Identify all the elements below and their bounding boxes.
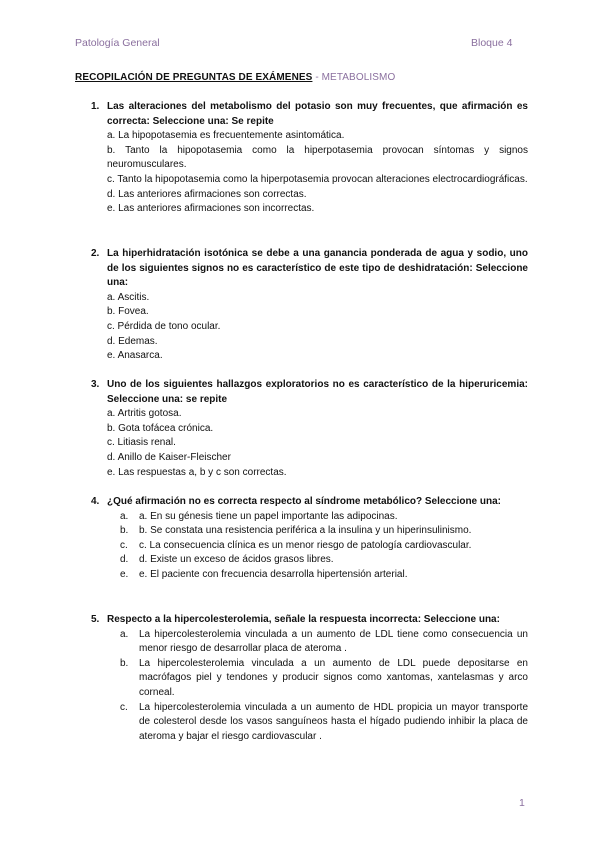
question-number: 3.	[91, 379, 100, 390]
option-letter: c.	[120, 701, 128, 713]
question-2	[91, 247, 528, 364]
option-a	[120, 510, 528, 525]
option-a: a. La hipopotasemia es frecuentemente asintomática.	[107, 130, 345, 142]
question-text: Las alteraciones del metabolismo del potasio son muy frecuentes, que afirmación es correcta: Seleccione una: Se repite	[107, 101, 528, 127]
option-text: La hipercolesterolemia vinculada a un aumento de LDL tiene como consecuencia un menor riesgo de desarrollar placa de ateroma .	[139, 628, 528, 655]
question-3	[91, 378, 528, 480]
option-e: e. Las anteriores afirmaciones son incorrectas.	[107, 203, 315, 215]
option-letter: c.	[120, 539, 128, 551]
page-number: 1	[519, 797, 525, 809]
question-number: 2.	[91, 248, 100, 259]
option-text: a. En su génesis tiene un papel importante las adipocinas.	[139, 510, 398, 522]
header-right: Bloque 4	[471, 37, 513, 49]
option-text: La hipercolesterolemia vinculada a un aumento de HDL propicia un mayor transporte de colesterol desde los vasos sanguíneos hasta el hígado pudiendo inhibir la placa de ateroma y bajar el riesgo cardiovascular .	[139, 701, 528, 742]
question-1	[91, 100, 528, 217]
option-d: d. Anillo de Kaiser-Fleischer	[107, 451, 231, 463]
option-e	[120, 568, 528, 583]
option-b: b. Gota tofácea crónica.	[107, 422, 214, 434]
option-text: e. El paciente con frecuencia desarrolla hipertensión arterial.	[139, 568, 408, 580]
option-a: a. Ascitis.	[107, 291, 150, 303]
header-left: Patología General	[75, 37, 160, 49]
option-letter: b.	[120, 525, 129, 537]
option-c: c. Pérdida de tono ocular.	[107, 320, 221, 332]
question-text: ¿Qué afirmación no es correcta respecto al síndrome metabólico? Seleccione una:	[107, 496, 502, 507]
question-number: 1.	[91, 101, 100, 112]
question-5	[91, 613, 528, 744]
option-text: c. La consecuencia clínica es un menor riesgo de patología cardiovascular.	[139, 539, 472, 551]
option-letter: d.	[120, 554, 129, 566]
question-number: 5.	[91, 614, 100, 625]
option-letter: b.	[120, 657, 129, 669]
option-letter: a.	[120, 628, 129, 640]
option-text: d. Existe un exceso de ácidos grasos libres.	[139, 554, 334, 566]
question-text: Respecto a la hipercolesterolemia, señale la respuesta incorrecta: Seleccione una:	[107, 614, 500, 625]
option-e: e. Anasarca.	[107, 350, 163, 362]
option-c	[120, 701, 528, 745]
option-c: c. Tanto la hipopotasemia como la hiperpotasemia provocan alteraciones electrocardiográficas.	[107, 173, 528, 185]
option-a	[120, 628, 528, 657]
question-text: Uno de los siguientes hallazgos exploratorios no es característico de la hiperuricemia: Seleccione una: se repite	[107, 379, 528, 405]
option-c: c. Litiasis renal.	[107, 437, 176, 449]
question-number: 4.	[91, 496, 100, 507]
option-text: b. Se constata una resistencia periférica a la insulina y un hiperinsulinismo.	[139, 525, 472, 537]
option-text: La hipercolesterolemia vinculada a un aumento de LDL puede depositarse en macrófagos piel y tendones y producir signos como xantomas, xantelasmas y arco corneal.	[139, 657, 528, 698]
title-sub: - METABOLISMO	[312, 72, 396, 83]
option-e: e. Las respuestas a, b y c son correctas.	[107, 466, 287, 478]
option-d: d. Las anteriores afirmaciones son correctas.	[107, 188, 307, 200]
option-d	[120, 553, 528, 568]
option-a: a. Artritis gotosa.	[107, 408, 182, 420]
option-b	[120, 657, 528, 701]
option-c	[120, 539, 528, 554]
option-d: d. Edemas.	[107, 335, 158, 347]
title-main: RECOPILACIÓN DE PREGUNTAS DE EXÁMENES	[75, 72, 313, 83]
option-b: b. Fovea.	[107, 306, 149, 318]
question-text: La hiperhidratación isotónica se debe a una ganancia ponderada de agua y sodio, uno de los siguientes signos no es característico de este tipo de deshidratación: Seleccione una:	[107, 248, 528, 289]
option-b: b. Tanto la hipopotasemia como la hiperpotasemia provocan síntomas y signos neuromusculares.	[107, 144, 528, 171]
question-4	[91, 495, 528, 583]
option-letter: a.	[120, 510, 129, 522]
option-letter: e.	[120, 568, 129, 580]
document-title	[75, 72, 395, 83]
option-b	[120, 524, 528, 539]
